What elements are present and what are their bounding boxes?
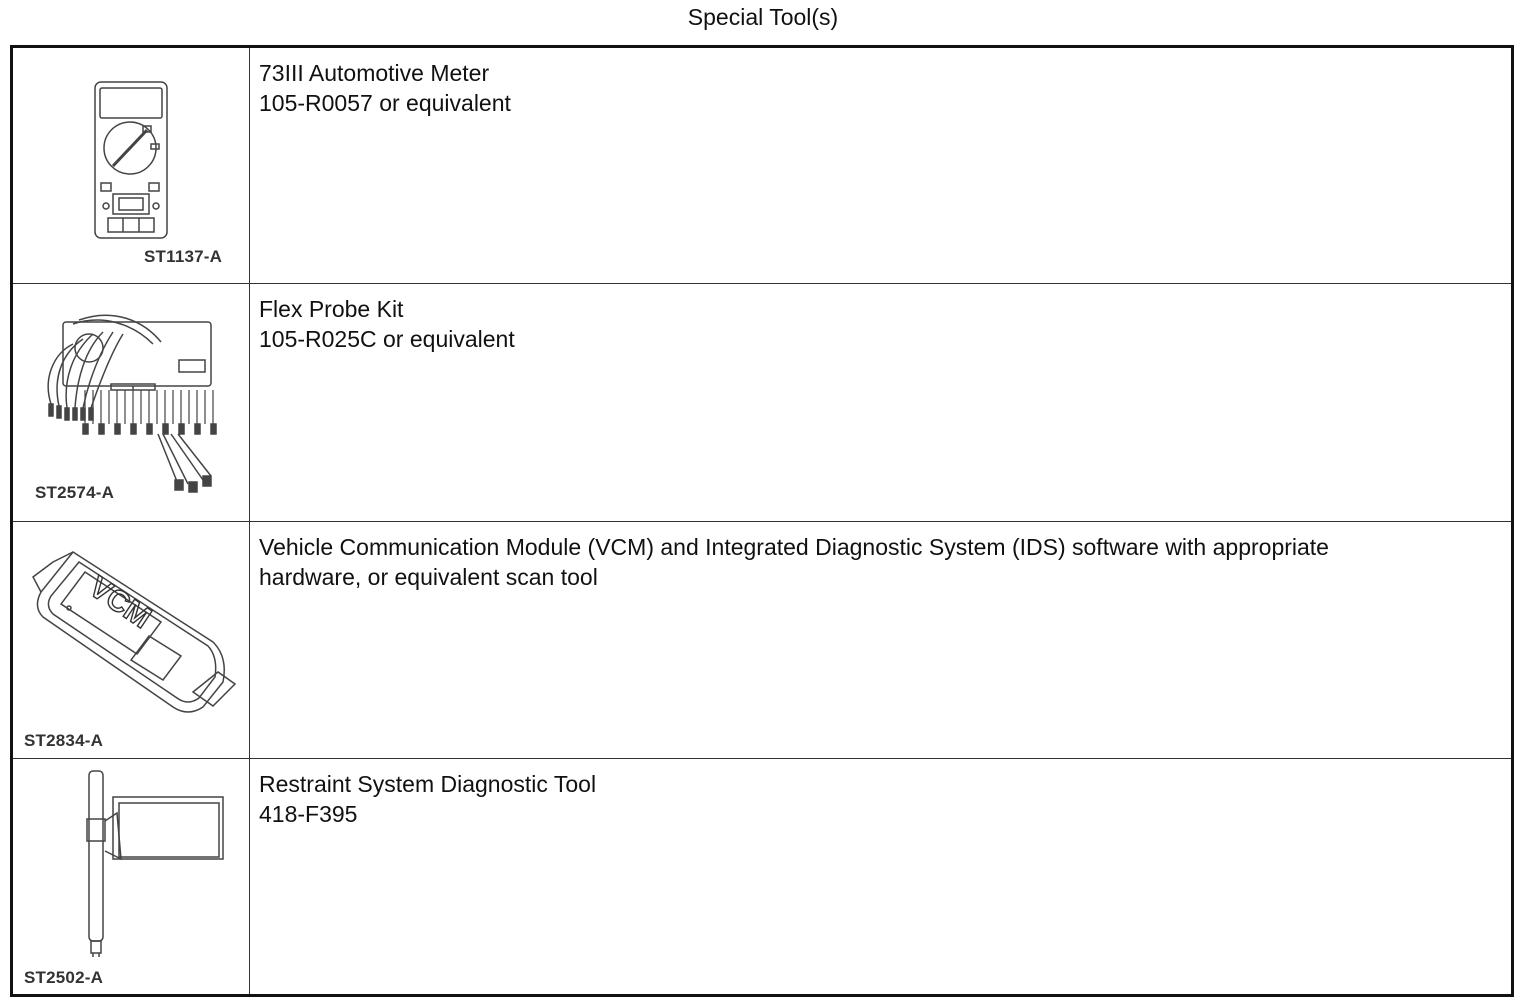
tool-code: ST2834-A [24,730,104,750]
tool-image-cell [12,758,250,995]
tool-image-cell [12,284,250,521]
page-title: Special Tool(s) [687,4,839,30]
tool-image-cell [12,47,250,284]
tool-code: ST2502-A [24,967,104,987]
tool-image-cell [12,521,250,758]
table-row [12,521,1513,758]
vcm-module-illustration [13,522,249,757]
tool-description [250,284,1513,521]
tool-part-number: 105-R0057 or equivalent [259,90,511,116]
tool-code: ST2574-A [35,483,115,503]
tool-name: Restraint System Diagnostic Tool [259,770,597,797]
tool-name-continued: hardware, or equivalent scan tool [259,563,598,590]
tool-part-number: 418-F395 [259,800,358,827]
restraint-diagnostic-tool-illustration [13,759,249,994]
vcm-device-label: VCM [83,569,157,635]
table-row [12,758,1513,995]
table-row [12,284,1513,521]
tool-name: Vehicle Communication Module (VCM) and Integrated Diagnostic System (IDS) software with appropriate [259,533,1329,560]
tool-description [250,758,1513,995]
table-row [12,47,1513,284]
tool-description [250,521,1513,758]
tool-code: ST1137-A [144,247,223,266]
tool-description [250,47,1513,284]
tool-name: 73III Automotive Meter [259,60,490,86]
special-tools-table [10,45,1514,997]
tool-name: Flex Probe Kit [259,296,404,323]
tool-part-number: 105-R025C or equivalent [259,326,515,353]
